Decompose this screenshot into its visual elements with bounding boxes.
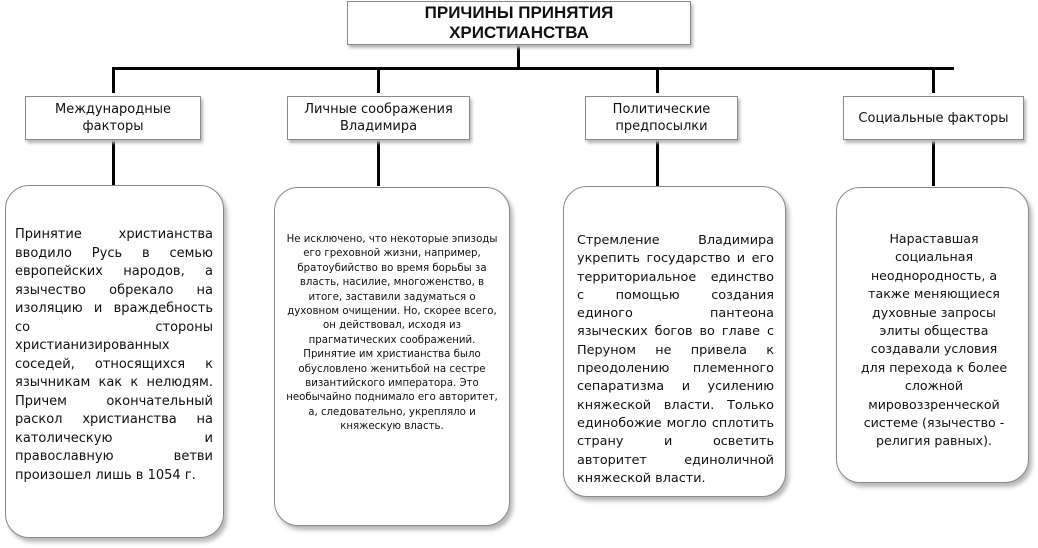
connector-head-card-3 [656,140,659,186]
header-political-prerequisites [585,96,738,140]
header-label: Личные соображения Владимира [304,102,453,134]
header-label: Социальные факторы [858,110,1009,126]
connector-drop-3 [656,67,659,93]
connector-head-card-4 [932,140,935,186]
header-social-factors [843,96,1024,140]
card-personal-reasons [274,187,510,526]
header-personal-reasons [287,96,470,140]
header-international-factors [25,96,201,140]
card-text: Стремление Владимира укрепить государство и его территориальное единство с помощью создания единого пантеона языческих богов во главе с Перуном не привела к преодолению племенного сепаратизма и усилению княжеской власти. Только единобожие могло сплотить страну и осветить авторитет единоличной княжеской власти. [577,233,774,486]
connector-head-card-1 [112,140,115,186]
connector-title-down [517,45,520,69]
card-text: Нараставшая социальная неоднородность, а также меняющиеся духовные запросы элиты общества создавали условия для перехода к более сложной мировоззренческой системе (язычество - религия равных). [860,231,1008,449]
diagram-title [347,1,691,45]
connector-horizontal-bar [112,67,954,70]
header-label: Международные факторы [54,102,172,134]
card-text: Принятие христианства вводило Русь в семью европейских народов, а язычество обрекало на изоляцию и враждебность со стороны христианизированных соседей, относящихся к язычникам как к нелюдям. Причем окончательный раскол христианства на католическую и православную ветви произошел лишь в 1054 г. [15,227,213,483]
connector-head-card-2 [377,140,380,186]
connector-drop-1 [112,67,115,93]
header-label: Политические предпосылки [612,102,711,134]
card-political-prerequisites [563,186,786,497]
card-international-factors [5,185,224,538]
connector-drop-4 [932,67,935,93]
diagram-title-text: ПРИЧИНЫ ПРИНЯТИЯ ХРИСТИАНСТВА [424,3,614,42]
connector-drop-2 [377,67,380,93]
card-social-factors [836,187,1029,483]
card-text: Не исключено, что некоторые эпизоды его греховной жизни, например, братоубийство во время борьбы за власть, насилие, многоженство, в итоге, заставили задуматься о духовном очищении. Но, скорее всего, он действовал, исходя из прагматических соображений. Принятие им христианства было обусловлено женитьбой на сестре византийского императора. Это необычайно поднимало его авторитет, а, следовательно, укрепляло и княжескую власть. [286,234,498,433]
